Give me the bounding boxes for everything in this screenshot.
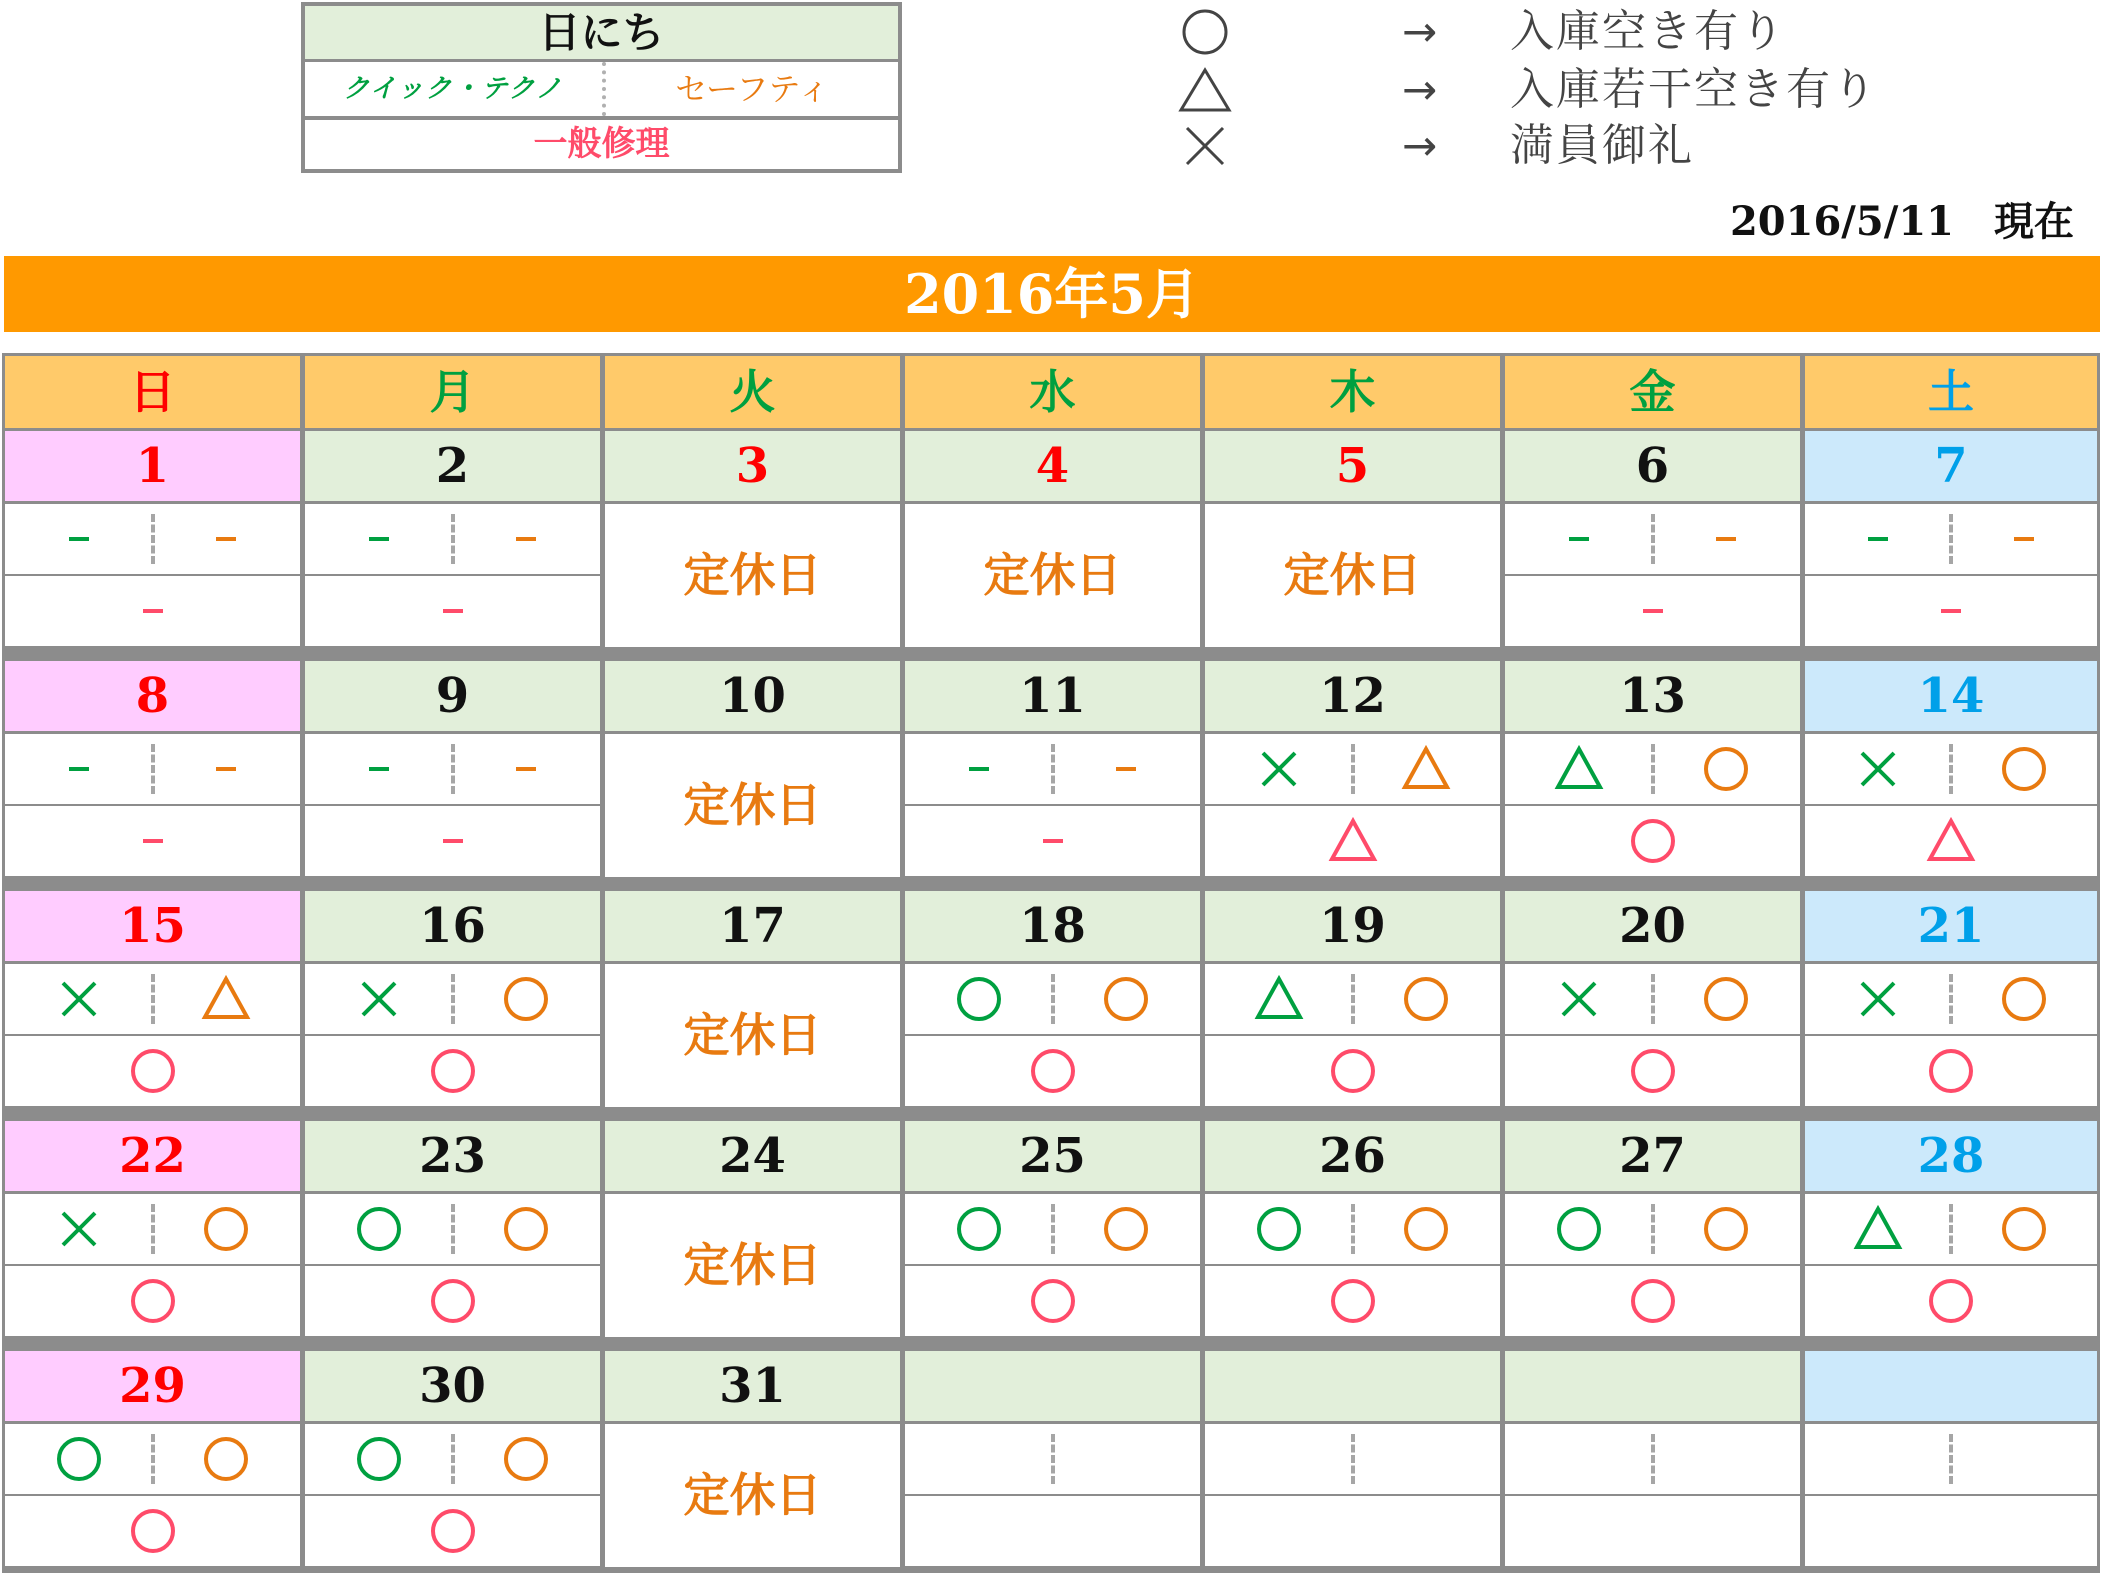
general-repair-circle-icon <box>1925 1045 1977 1097</box>
availability-upper <box>5 504 300 574</box>
weekday-header: 木 <box>1205 356 1500 428</box>
day-number: 27 <box>1505 1121 1800 1191</box>
quick-techno-dash-icon <box>1852 513 1904 565</box>
availability-lower <box>305 806 600 876</box>
availability-upper <box>305 504 600 574</box>
day-number <box>905 1351 1200 1421</box>
general-repair-circle-icon <box>427 1505 479 1557</box>
key-divider <box>602 62 606 116</box>
day-number: 26 <box>1205 1121 1500 1191</box>
quick-techno-circle-icon <box>953 973 1005 1025</box>
general-repair-dash-icon <box>127 815 179 867</box>
quick-techno-dash-icon <box>353 513 405 565</box>
quick-techno-circle-icon <box>1553 1203 1605 1255</box>
general-repair-dash-icon <box>1027 815 1079 867</box>
availability-lower <box>905 1036 1200 1106</box>
general-repair-circle-icon <box>1925 1275 1977 1327</box>
availability-lower <box>1805 1496 2097 1566</box>
quick-techno-cross-icon <box>1553 973 1605 1025</box>
availability-lower <box>305 1036 600 1106</box>
availability-lower <box>305 576 600 646</box>
quick-techno-circle-icon <box>353 1203 405 1255</box>
availability-lower <box>1205 1036 1500 1106</box>
closed-day-label: 定休日 <box>605 504 900 647</box>
arrow-icon: → <box>1402 121 1438 170</box>
day-number: 13 <box>1505 661 1800 731</box>
safety-circle-icon <box>500 1433 552 1485</box>
key-safety-label: セーフティ <box>675 70 830 108</box>
day-number: 14 <box>1805 661 2097 731</box>
safety-circle-icon <box>1700 743 1752 795</box>
availability-lower <box>905 1266 1200 1336</box>
general-repair-dash-icon <box>427 815 479 867</box>
day-number: 9 <box>305 661 600 731</box>
closed-day-label: 定休日 <box>605 1424 900 1567</box>
legend-text: 満員御礼 <box>1510 120 1694 171</box>
availability-upper <box>5 1424 300 1494</box>
day-number: 5 <box>1205 431 1500 501</box>
availability-lower <box>1505 1496 1800 1566</box>
availability-upper <box>5 1194 300 1264</box>
service-divider <box>151 514 155 564</box>
availability-lower <box>1805 806 2097 876</box>
availability-upper <box>905 734 1200 804</box>
availability-upper <box>5 964 300 1034</box>
availability-upper <box>1505 504 1800 574</box>
triangle-icon <box>1170 62 1240 118</box>
safety-dash-icon <box>200 743 252 795</box>
availability-upper <box>1805 1194 2097 1264</box>
day-number: 31 <box>605 1351 900 1421</box>
quick-techno-circle-icon <box>353 1433 405 1485</box>
safety-circle-icon <box>1700 1203 1752 1255</box>
day-number: 11 <box>905 661 1200 731</box>
availability-lower <box>1205 806 1500 876</box>
quick-techno-cross-icon <box>1852 973 1904 1025</box>
availability-lower <box>5 576 300 646</box>
general-repair-triangle-icon <box>1925 815 1977 867</box>
availability-lower <box>1505 1036 1800 1106</box>
availability-upper <box>1205 734 1500 804</box>
availability-lower <box>1505 1266 1800 1336</box>
day-number: 22 <box>5 1121 300 1191</box>
availability-upper <box>905 964 1200 1034</box>
arrow-icon: → <box>1402 7 1438 56</box>
general-repair-circle-icon <box>127 1505 179 1557</box>
closed-day-label: 定休日 <box>1205 504 1500 647</box>
safety-circle-icon <box>1998 1203 2050 1255</box>
availability-upper <box>305 1194 600 1264</box>
service-divider <box>1949 974 1953 1024</box>
availability-lower <box>1805 1036 2097 1106</box>
day-number: 7 <box>1805 431 2097 501</box>
safety-circle-icon <box>1400 1203 1452 1255</box>
weekday-header: 水 <box>905 356 1200 428</box>
quick-techno-cross-icon <box>353 973 405 1025</box>
safety-circle-icon <box>500 973 552 1025</box>
availability-upper <box>905 1424 1200 1494</box>
month-title: 2016年5月 <box>4 256 2100 332</box>
service-divider <box>451 1434 455 1484</box>
availability-upper <box>305 964 600 1034</box>
availability-upper <box>1505 1194 1800 1264</box>
availability-lower <box>5 1496 300 1566</box>
availability-upper <box>1805 1424 2097 1494</box>
availability-lower <box>5 1036 300 1106</box>
key-quick-techno-label: クイック・テクノ <box>343 74 564 104</box>
service-divider <box>1051 974 1055 1024</box>
safety-dash-icon <box>500 513 552 565</box>
day-number: 19 <box>1205 891 1500 961</box>
key-date-label: 日にち <box>305 6 898 62</box>
calendar-grid <box>2 353 2100 1573</box>
availability-lower <box>905 1496 1200 1566</box>
day-number: 24 <box>605 1121 900 1191</box>
legend-text: 入庫若干空き有り <box>1510 64 1878 115</box>
service-divider <box>1051 1434 1055 1484</box>
service-divider <box>1351 974 1355 1024</box>
service-divider <box>1051 1204 1055 1254</box>
availability-lower <box>1805 576 2097 646</box>
weekday-header: 日 <box>5 356 300 428</box>
service-divider <box>1351 1204 1355 1254</box>
quick-techno-cross-icon <box>1253 743 1305 795</box>
availability-lower <box>305 1266 600 1336</box>
availability-upper <box>1505 964 1800 1034</box>
day-number: 17 <box>605 891 900 961</box>
general-repair-circle-icon <box>127 1275 179 1327</box>
quick-techno-circle-icon <box>953 1203 1005 1255</box>
safety-circle-icon <box>1400 973 1452 1025</box>
availability-lower <box>1805 1266 2097 1336</box>
general-repair-circle-icon <box>1627 1275 1679 1327</box>
availability-upper <box>1505 1424 1800 1494</box>
availability-lower <box>5 806 300 876</box>
day-number: 15 <box>5 891 300 961</box>
arrow-icon: → <box>1402 65 1438 114</box>
availability-lower <box>1205 1266 1500 1336</box>
service-divider <box>1651 744 1655 794</box>
general-repair-dash-icon <box>127 585 179 637</box>
day-number: 18 <box>905 891 1200 961</box>
availability-lower <box>305 1496 600 1566</box>
day-number: 25 <box>905 1121 1200 1191</box>
closed-day-label: 定休日 <box>905 504 1200 647</box>
weekday-header: 月 <box>305 356 600 428</box>
availability-lower <box>1205 1496 1500 1566</box>
day-number: 16 <box>305 891 600 961</box>
service-divider <box>1651 514 1655 564</box>
service-divider <box>151 744 155 794</box>
quick-techno-dash-icon <box>353 743 405 795</box>
service-divider <box>1351 744 1355 794</box>
safety-triangle-icon <box>200 973 252 1025</box>
legend-row-few <box>1170 62 1930 118</box>
quick-techno-cross-icon <box>53 973 105 1025</box>
availability-upper <box>1205 1194 1500 1264</box>
general-repair-circle-icon <box>1627 815 1679 867</box>
day-number: 12 <box>1205 661 1500 731</box>
quick-techno-dash-icon <box>953 743 1005 795</box>
availability-upper <box>1805 504 2097 574</box>
legend-row-full <box>1170 118 1930 174</box>
availability-upper <box>1805 734 2097 804</box>
service-divider <box>1949 514 1953 564</box>
service-divider <box>1949 1434 1953 1484</box>
general-repair-dash-icon <box>1925 585 1977 637</box>
availability-upper <box>305 1424 600 1494</box>
day-number: 28 <box>1805 1121 2097 1191</box>
day-number: 3 <box>605 431 900 501</box>
safety-circle-icon <box>200 1203 252 1255</box>
safety-triangle-icon <box>1400 743 1452 795</box>
general-repair-circle-icon <box>1027 1045 1079 1097</box>
cross-icon <box>1170 118 1240 174</box>
service-divider <box>451 514 455 564</box>
day-number: 23 <box>305 1121 600 1191</box>
general-repair-circle-icon <box>427 1275 479 1327</box>
service-divider <box>1651 974 1655 1024</box>
day-number: 4 <box>905 431 1200 501</box>
day-number <box>1805 1351 2097 1421</box>
service-divider <box>151 974 155 1024</box>
closed-day-label: 定休日 <box>605 1194 900 1337</box>
weekday-header: 金 <box>1505 356 1800 428</box>
weekday-header: 火 <box>605 356 900 428</box>
day-number: 29 <box>5 1351 300 1421</box>
general-repair-circle-icon <box>427 1045 479 1097</box>
general-repair-circle-icon <box>127 1045 179 1097</box>
general-repair-circle-icon <box>1327 1275 1379 1327</box>
availability-upper <box>905 1194 1200 1264</box>
service-divider <box>1949 744 1953 794</box>
quick-techno-triangle-icon <box>1852 1203 1904 1255</box>
availability-upper <box>5 734 300 804</box>
quick-techno-dash-icon <box>53 513 105 565</box>
circle-icon <box>1170 4 1240 60</box>
quick-techno-dash-icon <box>53 743 105 795</box>
weekday-header: 土 <box>1805 356 2097 428</box>
day-number: 10 <box>605 661 900 731</box>
safety-circle-icon <box>1100 973 1152 1025</box>
availability-upper <box>1805 964 2097 1034</box>
as-of-date: 2016/5/11 現在 <box>1729 198 2074 245</box>
day-number <box>1205 1351 1500 1421</box>
key-service-row <box>305 62 898 120</box>
service-divider <box>1351 1434 1355 1484</box>
service-divider <box>451 974 455 1024</box>
safety-dash-icon <box>1998 513 2050 565</box>
day-number: 2 <box>305 431 600 501</box>
general-repair-circle-icon <box>1327 1045 1379 1097</box>
day-number: 30 <box>305 1351 600 1421</box>
general-repair-dash-icon <box>427 585 479 637</box>
availability-lower <box>905 806 1200 876</box>
day-number: 8 <box>5 661 300 731</box>
quick-techno-circle-icon <box>1253 1203 1305 1255</box>
quick-techno-cross-icon <box>53 1203 105 1255</box>
service-divider <box>451 1204 455 1254</box>
day-number: 20 <box>1505 891 1800 961</box>
day-number: 1 <box>5 431 300 501</box>
availability-upper <box>1205 964 1500 1034</box>
availability-upper <box>1505 734 1800 804</box>
closed-day-label: 定休日 <box>605 964 900 1107</box>
day-number: 6 <box>1505 431 1800 501</box>
closed-day-label: 定休日 <box>605 734 900 877</box>
safety-dash-icon <box>500 743 552 795</box>
quick-techno-cross-icon <box>1852 743 1904 795</box>
legend-key-box <box>301 2 902 173</box>
availability-lower <box>1505 806 1800 876</box>
legend-text: 入庫空き有り <box>1510 6 1786 57</box>
service-divider <box>1949 1204 1953 1254</box>
key-general-repair-label: 一般修理 <box>533 124 670 164</box>
day-number: 21 <box>1805 891 2097 961</box>
general-repair-triangle-icon <box>1327 815 1379 867</box>
service-divider <box>451 744 455 794</box>
service-divider <box>151 1204 155 1254</box>
service-divider <box>1651 1204 1655 1254</box>
availability-upper <box>305 734 600 804</box>
safety-circle-icon <box>1998 743 2050 795</box>
service-divider <box>151 1434 155 1484</box>
day-number <box>1505 1351 1800 1421</box>
safety-circle-icon <box>500 1203 552 1255</box>
quick-techno-circle-icon <box>53 1433 105 1485</box>
quick-techno-dash-icon <box>1553 513 1605 565</box>
safety-circle-icon <box>1998 973 2050 1025</box>
safety-circle-icon <box>1700 973 1752 1025</box>
safety-dash-icon <box>1100 743 1152 795</box>
availability-lower <box>1505 576 1800 646</box>
quick-techno-triangle-icon <box>1553 743 1605 795</box>
service-divider <box>1051 744 1055 794</box>
safety-circle-icon <box>200 1433 252 1485</box>
safety-circle-icon <box>1100 1203 1152 1255</box>
quick-techno-triangle-icon <box>1253 973 1305 1025</box>
general-repair-circle-icon <box>1027 1275 1079 1327</box>
legend-row-available <box>1170 4 1930 60</box>
general-repair-dash-icon <box>1627 585 1679 637</box>
service-divider <box>1651 1434 1655 1484</box>
safety-dash-icon <box>1700 513 1752 565</box>
availability-lower <box>5 1266 300 1336</box>
availability-upper <box>1205 1424 1500 1494</box>
general-repair-circle-icon <box>1627 1045 1679 1097</box>
safety-dash-icon <box>200 513 252 565</box>
